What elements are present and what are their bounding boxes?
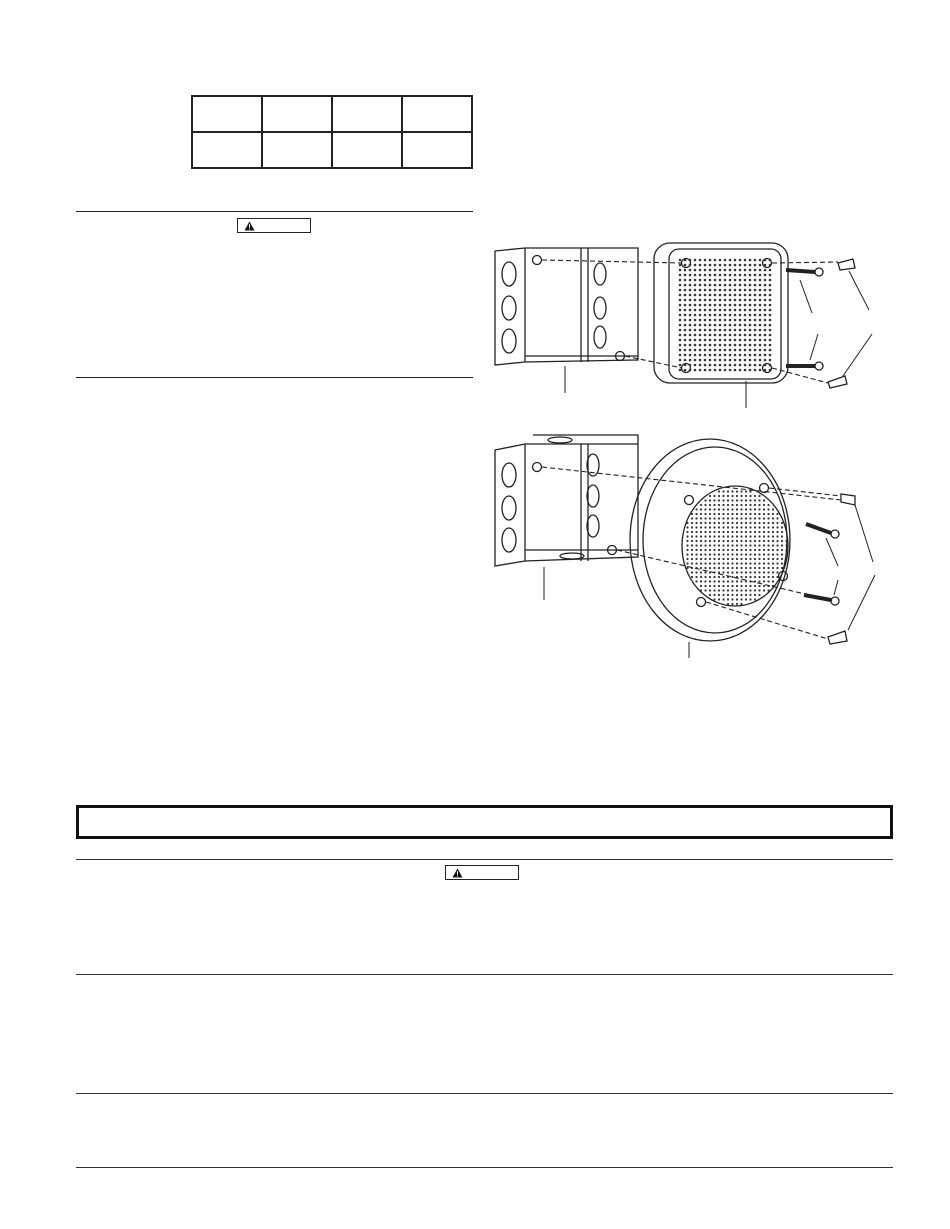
table-cell bbox=[402, 132, 472, 168]
round-grille bbox=[630, 439, 790, 641]
square-speaker-assembly-figure bbox=[488, 238, 888, 413]
table-cell bbox=[192, 132, 262, 168]
table-cell bbox=[332, 132, 402, 168]
table-row bbox=[192, 96, 472, 132]
table-cell bbox=[192, 96, 262, 132]
screws-and-anchors bbox=[786, 259, 855, 388]
leader-lines bbox=[565, 271, 872, 408]
divider bbox=[76, 1093, 893, 1094]
divider bbox=[76, 859, 893, 860]
table-cell bbox=[332, 96, 402, 132]
electrical-box bbox=[495, 435, 638, 566]
warning-triangle-icon bbox=[244, 221, 255, 231]
square-grille bbox=[654, 243, 788, 383]
spec-table bbox=[191, 95, 473, 169]
table-row bbox=[192, 132, 472, 168]
warning-label bbox=[445, 865, 519, 880]
table-cell bbox=[402, 96, 472, 132]
table-cell bbox=[262, 96, 332, 132]
warning-label bbox=[237, 218, 311, 233]
table-cell bbox=[262, 132, 332, 168]
screws-and-anchors bbox=[804, 494, 855, 644]
round-speaker-assembly-figure bbox=[488, 430, 888, 662]
divider bbox=[76, 211, 473, 212]
divider bbox=[76, 974, 893, 975]
divider bbox=[76, 377, 473, 378]
divider bbox=[76, 1167, 893, 1168]
section-header-box bbox=[76, 805, 893, 839]
electrical-box bbox=[495, 248, 638, 365]
warning-triangle-icon bbox=[452, 868, 463, 878]
